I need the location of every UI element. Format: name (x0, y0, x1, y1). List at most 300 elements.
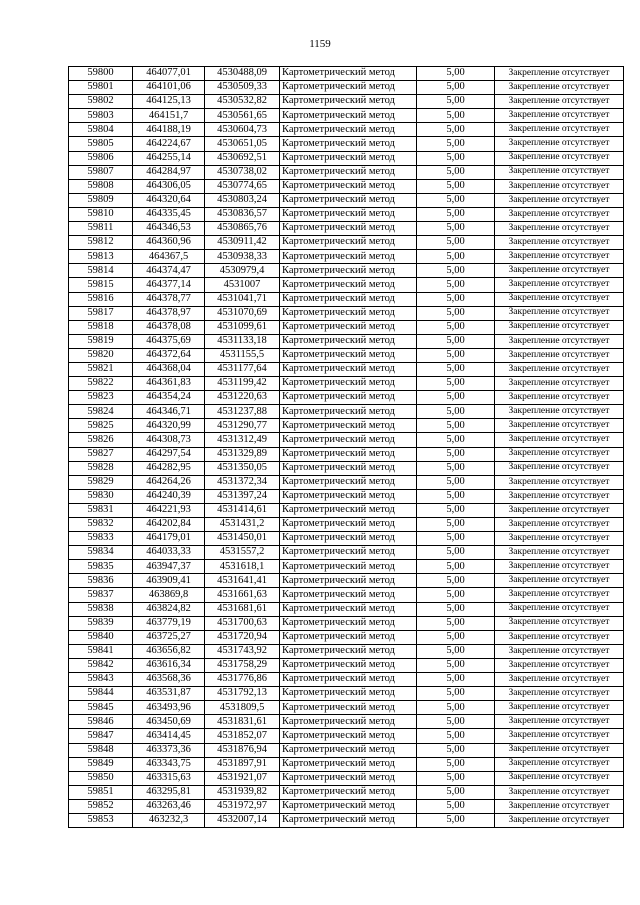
cell-point-number: 59811 (69, 222, 133, 236)
table-row (69, 165, 624, 179)
cell-y-coordinate: 4531792,13 (205, 687, 280, 701)
cell-y-coordinate: 4530651,05 (205, 137, 280, 151)
table-row (69, 743, 624, 757)
cell-point-number: 59810 (69, 207, 133, 221)
cell-method: Картометрический метод (280, 348, 417, 362)
coordinates-table (68, 66, 624, 828)
cell-x-coordinate: 463824,82 (133, 602, 205, 616)
cell-fixation: Закрепление отсутствует (495, 532, 624, 546)
cell-y-coordinate: 4530774,65 (205, 179, 280, 193)
cell-fixation: Закрепление отсутствует (495, 799, 624, 813)
cell-y-coordinate: 4531099,61 (205, 320, 280, 334)
cell-accuracy: 5,00 (417, 405, 495, 419)
cell-accuracy: 5,00 (417, 207, 495, 221)
table-row (69, 250, 624, 264)
cell-point-number: 59817 (69, 306, 133, 320)
cell-fixation: Закрепление отсутствует (495, 137, 624, 151)
cell-method: Картометрический метод (280, 137, 417, 151)
cell-accuracy: 5,00 (417, 687, 495, 701)
cell-method: Картометрический метод (280, 630, 417, 644)
cell-accuracy: 5,00 (417, 419, 495, 433)
cell-x-coordinate: 464101,06 (133, 81, 205, 95)
cell-accuracy: 5,00 (417, 673, 495, 687)
table-row (69, 137, 624, 151)
table-row (69, 687, 624, 701)
cell-y-coordinate: 4531350,05 (205, 461, 280, 475)
table-row (69, 701, 624, 715)
cell-fixation: Закрепление отсутствует (495, 151, 624, 165)
cell-x-coordinate: 464378,97 (133, 306, 205, 320)
cell-method: Картометрический метод (280, 334, 417, 348)
cell-y-coordinate: 4531681,61 (205, 602, 280, 616)
cell-y-coordinate: 4531237,88 (205, 405, 280, 419)
cell-x-coordinate: 464306,05 (133, 179, 205, 193)
cell-y-coordinate: 4531041,71 (205, 292, 280, 306)
cell-y-coordinate: 4531290,77 (205, 419, 280, 433)
cell-fixation: Закрепление отсутствует (495, 95, 624, 109)
cell-y-coordinate: 4531809,5 (205, 701, 280, 715)
cell-accuracy: 5,00 (417, 785, 495, 799)
cell-point-number: 59849 (69, 757, 133, 771)
table-row (69, 405, 624, 419)
cell-point-number: 59842 (69, 658, 133, 672)
cell-point-number: 59850 (69, 771, 133, 785)
cell-y-coordinate: 4531972,97 (205, 799, 280, 813)
cell-method: Картометрический метод (280, 236, 417, 250)
cell-fixation: Закрепление отсутствует (495, 193, 624, 207)
cell-accuracy: 5,00 (417, 799, 495, 813)
table-body (69, 67, 624, 828)
cell-method: Картометрический метод (280, 419, 417, 433)
table-row (69, 320, 624, 334)
table-row (69, 348, 624, 362)
cell-y-coordinate: 4531329,89 (205, 447, 280, 461)
cell-x-coordinate: 464374,47 (133, 264, 205, 278)
cell-y-coordinate: 4530561,65 (205, 109, 280, 123)
cell-point-number: 59808 (69, 179, 133, 193)
cell-accuracy: 5,00 (417, 348, 495, 362)
cell-accuracy: 5,00 (417, 95, 495, 109)
cell-fixation: Закрепление отсутствует (495, 207, 624, 221)
cell-method: Картометрический метод (280, 644, 417, 658)
cell-method: Картометрический метод (280, 433, 417, 447)
cell-y-coordinate: 4531220,63 (205, 391, 280, 405)
cell-accuracy: 5,00 (417, 757, 495, 771)
cell-fixation: Закрепление отсутствует (495, 123, 624, 137)
cell-accuracy: 5,00 (417, 489, 495, 503)
table-row (69, 391, 624, 405)
cell-fixation: Закрепление отсутствует (495, 179, 624, 193)
cell-point-number: 59816 (69, 292, 133, 306)
table-row (69, 377, 624, 391)
cell-x-coordinate: 464378,08 (133, 320, 205, 334)
cell-y-coordinate: 4530604,73 (205, 123, 280, 137)
cell-x-coordinate: 463909,41 (133, 574, 205, 588)
cell-point-number: 59840 (69, 630, 133, 644)
cell-method: Картометрический метод (280, 207, 417, 221)
cell-method: Картометрический метод (280, 701, 417, 715)
cell-point-number: 59847 (69, 729, 133, 743)
cell-x-coordinate: 464375,69 (133, 334, 205, 348)
cell-accuracy: 5,00 (417, 771, 495, 785)
table-row (69, 95, 624, 109)
cell-accuracy: 5,00 (417, 306, 495, 320)
cell-accuracy: 5,00 (417, 701, 495, 715)
cell-y-coordinate: 4531939,82 (205, 785, 280, 799)
cell-y-coordinate: 4530509,33 (205, 81, 280, 95)
cell-method: Картометрический метод (280, 292, 417, 306)
cell-y-coordinate: 4531557,2 (205, 546, 280, 560)
cell-point-number: 59829 (69, 475, 133, 489)
table-row (69, 616, 624, 630)
cell-x-coordinate: 463343,75 (133, 757, 205, 771)
table-row (69, 278, 624, 292)
cell-fixation: Закрепление отсутствует (495, 475, 624, 489)
cell-fixation: Закрепление отсутствует (495, 67, 624, 81)
cell-fixation: Закрепление отсутствует (495, 757, 624, 771)
cell-method: Картометрический метод (280, 588, 417, 602)
cell-method: Картометрический метод (280, 743, 417, 757)
cell-point-number: 59805 (69, 137, 133, 151)
cell-y-coordinate: 4530911,42 (205, 236, 280, 250)
cell-fixation: Закрепление отсутствует (495, 518, 624, 532)
cell-accuracy: 5,00 (417, 532, 495, 546)
table-row (69, 461, 624, 475)
cell-accuracy: 5,00 (417, 602, 495, 616)
cell-y-coordinate: 4531743,92 (205, 644, 280, 658)
cell-y-coordinate: 4531618,1 (205, 560, 280, 574)
cell-y-coordinate: 4530488,09 (205, 67, 280, 81)
cell-fixation: Закрепление отсутствует (495, 644, 624, 658)
cell-method: Картометрический метод (280, 320, 417, 334)
cell-point-number: 59809 (69, 193, 133, 207)
cell-x-coordinate: 463263,46 (133, 799, 205, 813)
cell-method: Картометрический метод (280, 546, 417, 560)
cell-accuracy: 5,00 (417, 616, 495, 630)
cell-y-coordinate: 4531199,42 (205, 377, 280, 391)
cell-x-coordinate: 463616,34 (133, 658, 205, 672)
cell-accuracy: 5,00 (417, 165, 495, 179)
cell-x-coordinate: 463414,45 (133, 729, 205, 743)
cell-accuracy: 5,00 (417, 729, 495, 743)
cell-accuracy: 5,00 (417, 151, 495, 165)
cell-y-coordinate: 4530692,51 (205, 151, 280, 165)
cell-accuracy: 5,00 (417, 377, 495, 391)
cell-point-number: 59813 (69, 250, 133, 264)
cell-x-coordinate: 464297,54 (133, 447, 205, 461)
cell-accuracy: 5,00 (417, 475, 495, 489)
table-row (69, 292, 624, 306)
cell-x-coordinate: 464335,45 (133, 207, 205, 221)
cell-y-coordinate: 4531155,5 (205, 348, 280, 362)
cell-fixation: Закрепление отсутствует (495, 250, 624, 264)
cell-x-coordinate: 464308,73 (133, 433, 205, 447)
cell-fixation: Закрепление отсутствует (495, 165, 624, 179)
cell-point-number: 59851 (69, 785, 133, 799)
table-row (69, 447, 624, 461)
cell-point-number: 59802 (69, 95, 133, 109)
cell-point-number: 59818 (69, 320, 133, 334)
cell-y-coordinate: 4531450,01 (205, 532, 280, 546)
cell-accuracy: 5,00 (417, 644, 495, 658)
table-row (69, 222, 624, 236)
cell-x-coordinate: 463947,37 (133, 560, 205, 574)
cell-fixation: Закрепление отсутствует (495, 560, 624, 574)
cell-x-coordinate: 464202,84 (133, 518, 205, 532)
cell-accuracy: 5,00 (417, 67, 495, 81)
cell-y-coordinate: 4531372,34 (205, 475, 280, 489)
cell-fixation: Закрепление отсутствует (495, 630, 624, 644)
table-row (69, 771, 624, 785)
cell-method: Картометрический метод (280, 67, 417, 81)
cell-point-number: 59839 (69, 616, 133, 630)
cell-fixation: Закрепление отсутствует (495, 729, 624, 743)
cell-fixation: Закрепление отсутствует (495, 320, 624, 334)
table-row (69, 123, 624, 137)
cell-fixation: Закрепление отсутствует (495, 236, 624, 250)
cell-point-number: 59830 (69, 489, 133, 503)
table-row (69, 813, 624, 827)
table-row (69, 602, 624, 616)
cell-fixation: Закрепление отсутствует (495, 405, 624, 419)
cell-x-coordinate: 463373,36 (133, 743, 205, 757)
cell-y-coordinate: 4531312,49 (205, 433, 280, 447)
cell-x-coordinate: 464151,7 (133, 109, 205, 123)
table-row (69, 644, 624, 658)
cell-method: Картометрический метод (280, 785, 417, 799)
cell-point-number: 59844 (69, 687, 133, 701)
cell-fixation: Закрепление отсутствует (495, 461, 624, 475)
cell-x-coordinate: 464372,64 (133, 348, 205, 362)
cell-x-coordinate: 464378,77 (133, 292, 205, 306)
cell-x-coordinate: 464354,24 (133, 391, 205, 405)
cell-accuracy: 5,00 (417, 391, 495, 405)
table-row (69, 81, 624, 95)
cell-x-coordinate: 464368,04 (133, 362, 205, 376)
cell-x-coordinate: 464077,01 (133, 67, 205, 81)
table-row (69, 362, 624, 376)
cell-fixation: Закрепление отсутствует (495, 673, 624, 687)
cell-method: Картометрический метод (280, 560, 417, 574)
cell-point-number: 59824 (69, 405, 133, 419)
cell-point-number: 59836 (69, 574, 133, 588)
cell-point-number: 59823 (69, 391, 133, 405)
cell-fixation: Закрепление отсутствует (495, 588, 624, 602)
cell-y-coordinate: 4531700,63 (205, 616, 280, 630)
cell-x-coordinate: 463232,3 (133, 813, 205, 827)
cell-accuracy: 5,00 (417, 658, 495, 672)
cell-x-coordinate: 463568,36 (133, 673, 205, 687)
cell-point-number: 59835 (69, 560, 133, 574)
cell-point-number: 59827 (69, 447, 133, 461)
cell-fixation: Закрепление отсутствует (495, 377, 624, 391)
cell-fixation: Закрепление отсутствует (495, 419, 624, 433)
cell-point-number: 59812 (69, 236, 133, 250)
table-row (69, 207, 624, 221)
cell-fixation: Закрепление отсутствует (495, 813, 624, 827)
cell-fixation: Закрепление отсутствует (495, 658, 624, 672)
cell-method: Картометрический метод (280, 461, 417, 475)
cell-x-coordinate: 464320,64 (133, 193, 205, 207)
cell-point-number: 59815 (69, 278, 133, 292)
cell-accuracy: 5,00 (417, 813, 495, 827)
cell-y-coordinate: 4531414,61 (205, 503, 280, 517)
cell-fixation: Закрепление отсутствует (495, 109, 624, 123)
cell-point-number: 59843 (69, 673, 133, 687)
cell-fixation: Закрепление отсутствует (495, 503, 624, 517)
cell-method: Картометрический метод (280, 362, 417, 376)
cell-method: Картометрический метод (280, 377, 417, 391)
cell-x-coordinate: 463450,69 (133, 715, 205, 729)
cell-fixation: Закрепление отсутствует (495, 771, 624, 785)
cell-fixation: Закрепление отсутствует (495, 391, 624, 405)
cell-accuracy: 5,00 (417, 179, 495, 193)
cell-x-coordinate: 464346,53 (133, 222, 205, 236)
cell-x-coordinate: 464179,01 (133, 532, 205, 546)
cell-x-coordinate: 464240,39 (133, 489, 205, 503)
cell-method: Картометрический метод (280, 151, 417, 165)
cell-fixation: Закрепление отсутствует (495, 81, 624, 95)
cell-accuracy: 5,00 (417, 334, 495, 348)
cell-method: Картометрический метод (280, 532, 417, 546)
cell-method: Картометрический метод (280, 673, 417, 687)
table-row (69, 799, 624, 813)
table-row (69, 193, 624, 207)
cell-method: Картометрический метод (280, 193, 417, 207)
table-row (69, 673, 624, 687)
cell-y-coordinate: 4530532,82 (205, 95, 280, 109)
cell-x-coordinate: 463656,82 (133, 644, 205, 658)
cell-accuracy: 5,00 (417, 588, 495, 602)
cell-fixation: Закрепление отсутствует (495, 785, 624, 799)
cell-accuracy: 5,00 (417, 503, 495, 517)
cell-method: Картометрический метод (280, 95, 417, 109)
cell-accuracy: 5,00 (417, 447, 495, 461)
table-row (69, 334, 624, 348)
cell-fixation: Закрепление отсутствует (495, 278, 624, 292)
cell-accuracy: 5,00 (417, 109, 495, 123)
table-row (69, 658, 624, 672)
cell-accuracy: 5,00 (417, 250, 495, 264)
cell-fixation: Закрепление отсутствует (495, 616, 624, 630)
cell-fixation: Закрепление отсутствует (495, 433, 624, 447)
cell-method: Картометрический метод (280, 278, 417, 292)
cell-accuracy: 5,00 (417, 278, 495, 292)
cell-method: Картометрический метод (280, 306, 417, 320)
cell-fixation: Закрепление отсутствует (495, 602, 624, 616)
cell-accuracy: 5,00 (417, 81, 495, 95)
table-row (69, 419, 624, 433)
cell-point-number: 59804 (69, 123, 133, 137)
cell-x-coordinate: 463779,19 (133, 616, 205, 630)
cell-point-number: 59800 (69, 67, 133, 81)
cell-point-number: 59833 (69, 532, 133, 546)
table-row (69, 489, 624, 503)
cell-x-coordinate: 463869,8 (133, 588, 205, 602)
cell-point-number: 59806 (69, 151, 133, 165)
cell-point-number: 59803 (69, 109, 133, 123)
cell-x-coordinate: 464367,5 (133, 250, 205, 264)
table-row (69, 109, 624, 123)
cell-fixation: Закрепление отсутствует (495, 574, 624, 588)
cell-fixation: Закрепление отсутствует (495, 362, 624, 376)
cell-y-coordinate: 4531133,18 (205, 334, 280, 348)
cell-fixation: Закрепление отсутствует (495, 334, 624, 348)
table-row (69, 785, 624, 799)
cell-method: Картометрический метод (280, 602, 417, 616)
cell-y-coordinate: 4531431,2 (205, 518, 280, 532)
cell-x-coordinate: 464360,96 (133, 236, 205, 250)
cell-x-coordinate: 464221,93 (133, 503, 205, 517)
cell-method: Картометрический метод (280, 715, 417, 729)
cell-y-coordinate: 4530979,4 (205, 264, 280, 278)
cell-y-coordinate: 4530738,02 (205, 165, 280, 179)
cell-y-coordinate: 4531831,61 (205, 715, 280, 729)
cell-method: Картометрический метод (280, 447, 417, 461)
cell-method: Картометрический метод (280, 687, 417, 701)
cell-accuracy: 5,00 (417, 320, 495, 334)
cell-y-coordinate: 4531852,07 (205, 729, 280, 743)
table-row (69, 574, 624, 588)
cell-accuracy: 5,00 (417, 433, 495, 447)
cell-y-coordinate: 4531177,64 (205, 362, 280, 376)
cell-fixation: Закрепление отсутствует (495, 687, 624, 701)
cell-fixation: Закрепление отсутствует (495, 292, 624, 306)
cell-method: Картометрический метод (280, 222, 417, 236)
cell-method: Картометрический метод (280, 489, 417, 503)
cell-y-coordinate: 4531070,69 (205, 306, 280, 320)
cell-method: Картометрический метод (280, 729, 417, 743)
cell-point-number: 59826 (69, 433, 133, 447)
cell-accuracy: 5,00 (417, 743, 495, 757)
cell-point-number: 59825 (69, 419, 133, 433)
table-row (69, 151, 624, 165)
cell-point-number: 59819 (69, 334, 133, 348)
cell-accuracy: 5,00 (417, 292, 495, 306)
table-row (69, 503, 624, 517)
cell-accuracy: 5,00 (417, 236, 495, 250)
cell-x-coordinate: 464125,13 (133, 95, 205, 109)
cell-point-number: 59837 (69, 588, 133, 602)
table-row (69, 518, 624, 532)
cell-point-number: 59852 (69, 799, 133, 813)
cell-method: Картометрический метод (280, 757, 417, 771)
cell-accuracy: 5,00 (417, 560, 495, 574)
cell-method: Картометрический метод (280, 771, 417, 785)
cell-point-number: 59814 (69, 264, 133, 278)
cell-x-coordinate: 463725,27 (133, 630, 205, 644)
cell-point-number: 59841 (69, 644, 133, 658)
cell-point-number: 59820 (69, 348, 133, 362)
cell-method: Картометрический метод (280, 391, 417, 405)
cell-point-number: 59846 (69, 715, 133, 729)
cell-point-number: 59821 (69, 362, 133, 376)
cell-point-number: 59831 (69, 503, 133, 517)
cell-accuracy: 5,00 (417, 362, 495, 376)
cell-y-coordinate: 4531776,86 (205, 673, 280, 687)
cell-y-coordinate: 4531897,91 (205, 757, 280, 771)
cell-y-coordinate: 4531720,94 (205, 630, 280, 644)
cell-point-number: 59822 (69, 377, 133, 391)
cell-accuracy: 5,00 (417, 546, 495, 560)
cell-x-coordinate: 464346,71 (133, 405, 205, 419)
cell-y-coordinate: 4531661,63 (205, 588, 280, 602)
table-row (69, 757, 624, 771)
cell-y-coordinate: 4530938,33 (205, 250, 280, 264)
cell-accuracy: 5,00 (417, 193, 495, 207)
cell-point-number: 59801 (69, 81, 133, 95)
cell-fixation: Закрепление отсутствует (495, 447, 624, 461)
